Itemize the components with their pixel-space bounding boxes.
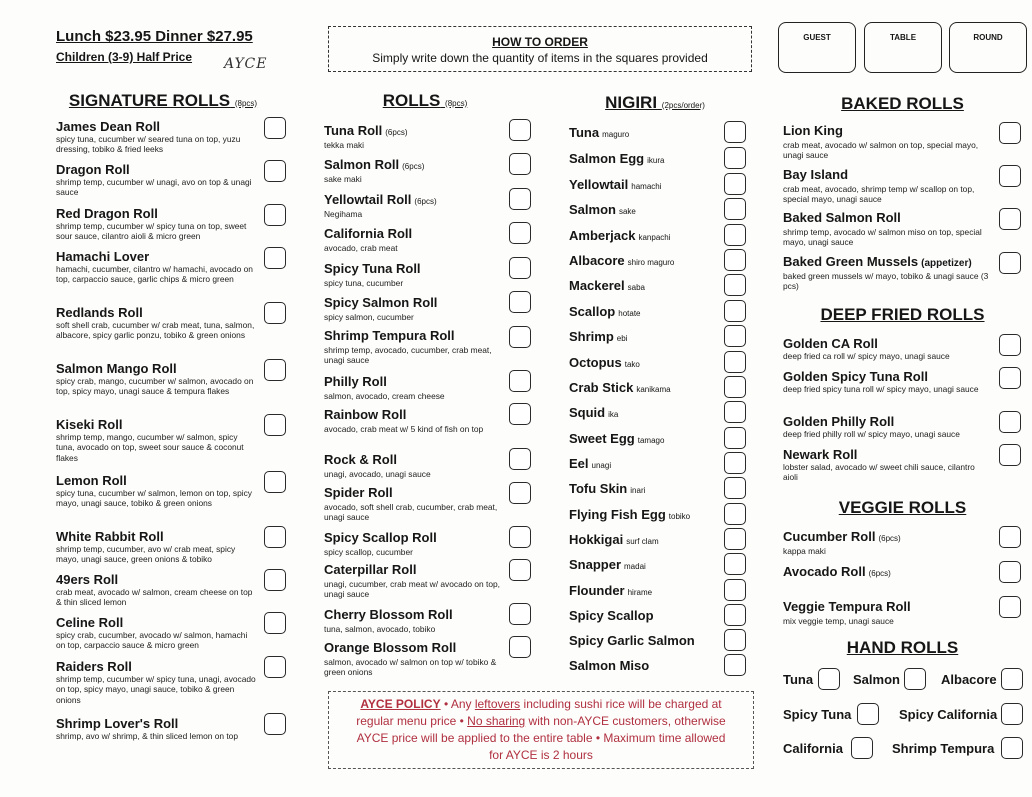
item-name: Dragon Roll (56, 162, 130, 177)
quantity-box[interactable] (999, 208, 1021, 230)
signature-rolls-title: SIGNATURE ROLLS (8pcs) (68, 91, 258, 110)
quantity-box[interactable] (509, 119, 531, 141)
quantity-box[interactable] (724, 503, 746, 525)
list-item: Salmon (853, 672, 900, 687)
list-item: Flounder hirame (569, 583, 653, 598)
quantity-box[interactable] (724, 351, 746, 373)
list-item (783, 599, 988, 626)
quantity-box[interactable] (1001, 668, 1023, 690)
quantity-box[interactable] (999, 561, 1021, 583)
item-desc: mix veggie temp, unagi sauce (783, 616, 894, 626)
list-item (783, 167, 983, 205)
item-name: Red Dragon Roll (56, 206, 158, 221)
item-desc: hamachi, cucumber, cilantro w/ hamachi, avocado on top, carpaccio sauce, garlic chips & micro green (56, 264, 253, 285)
list-item: Scallop hotate (569, 304, 641, 319)
item-desc: avocado, crab meat w/ 5 kind of fish on top (324, 424, 484, 434)
list-item: Albacore shiro maguro (569, 253, 675, 268)
item-desc: spicy tuna, cucumber (324, 278, 404, 288)
quantity-box[interactable] (724, 300, 746, 322)
quantity-box[interactable] (509, 403, 531, 425)
quantity-box[interactable] (724, 629, 746, 651)
list-item (324, 328, 500, 366)
quantity-box[interactable] (818, 668, 840, 690)
price-line: Lunch $23.95 Dinner $27.95 (56, 28, 253, 45)
quantity-box[interactable] (509, 326, 531, 348)
item-name: Cucumber Roll (6pcs) (783, 529, 901, 544)
item-desc: unagi, avocado, unagi sauce (324, 469, 431, 479)
item-name: Spider Roll (324, 485, 393, 500)
item-desc: shrimp temp, avocado, cucumber, crab meat, unagi sauce (324, 345, 492, 366)
item-desc: shrimp temp, cucumber w/ unagi, avo on top & unagi sauce (56, 177, 252, 198)
item-desc: baked green mussels w/ mayo, tobiko & unagi sauce (3 pcs) (783, 271, 989, 292)
list-item (324, 485, 500, 523)
item-desc: shrimp temp, cucumber, avo w/ crab meat, spicy mayo, unagi sauce, green onions & tobiko (56, 544, 236, 565)
item-desc: tekka maki (324, 140, 365, 150)
quantity-box[interactable] (509, 257, 531, 279)
item-name: Veggie Tempura Roll (783, 599, 911, 614)
item-desc: deep fried ca roll w/ spicy mayo, unagi sauce (783, 351, 950, 361)
item-name: Philly Roll (324, 374, 387, 389)
item-name: Orange Blossom Roll (324, 640, 457, 655)
quantity-box[interactable] (264, 359, 286, 381)
list-item: Snapper madai (569, 557, 646, 572)
quantity-box[interactable] (724, 274, 746, 296)
item-desc: crab meat, avocado w/ salmon on top, special mayo, unagi sauce (783, 140, 979, 161)
item-name: Cherry Blossom Roll (324, 607, 453, 622)
quantity-box[interactable] (724, 477, 746, 499)
rolls-title: ROLLS (8pcs) (382, 91, 468, 110)
item-desc: kappa maki (783, 546, 826, 556)
quantity-box[interactable] (724, 173, 746, 195)
list-item (324, 226, 500, 253)
item-name: Spicy Tuna Roll (324, 261, 421, 276)
list-item: Tofu Skin inari (569, 481, 646, 496)
quantity-box[interactable] (999, 526, 1021, 548)
item-desc: spicy crab, mango, cucumber w/ salmon, avocado on top, spicy mayo, unagi sauce & tempura flakes (56, 376, 254, 397)
item-name: Hamachi Lover (56, 249, 150, 264)
list-item (783, 254, 993, 292)
quantity-box[interactable] (724, 249, 746, 271)
quantity-box[interactable] (724, 604, 746, 626)
list-item (324, 640, 500, 678)
item-desc: deep fried spicy tuna roll w/ spicy mayo, unagi sauce (783, 384, 979, 394)
quantity-box[interactable] (264, 160, 286, 182)
list-item: Shrimp ebi (569, 329, 628, 344)
item-name: Lion King (783, 123, 843, 138)
policy-title: AYCE POLICY (360, 697, 441, 711)
quantity-box[interactable] (509, 448, 531, 470)
quantity-box[interactable] (999, 596, 1021, 618)
quantity-box[interactable] (724, 198, 746, 220)
ayce-logo: AYCE (224, 56, 268, 72)
quantity-box[interactable] (724, 325, 746, 347)
quantity-box[interactable] (509, 291, 531, 313)
item-desc: crab meat, avocado w/ salmon, cream cheese on top & thin sliced lemon (56, 587, 253, 608)
item-name: Salmon Roll (6pcs) (324, 157, 425, 172)
list-item: Flying Fish Egg tobiko (569, 507, 691, 522)
quantity-box[interactable] (999, 122, 1021, 144)
item-desc: shrimp, avo w/ shrimp, & thin sliced lemon on top (56, 731, 239, 741)
policy-line-1: AYCE POLICY • Any leftovers including sushi rice will be charged at (360, 697, 722, 711)
item-desc: shrimp temp, avocado w/ salmon miso on top, special mayo, unagi sauce (783, 227, 982, 248)
list-item: Yellowtail hamachi (569, 177, 662, 192)
item-name: Redlands Roll (56, 305, 143, 320)
item-name: James Dean Roll (56, 119, 161, 134)
quantity-box[interactable] (509, 222, 531, 244)
item-name: Tuna Roll (6pcs) (324, 123, 408, 138)
list-item (56, 659, 256, 705)
quantity-box[interactable] (264, 414, 286, 436)
item-name: Caterpillar Roll (324, 562, 417, 577)
list-item (56, 473, 256, 509)
quantity-box[interactable] (509, 603, 531, 625)
quantity-box[interactable] (509, 526, 531, 548)
guest-field[interactable]: GUEST (778, 22, 856, 73)
item-desc: unagi, cucumber, crab meat w/ avocado on top, unagi sauce (324, 579, 500, 600)
list-item (56, 615, 256, 651)
veggie-rolls-title: VEGGIE ROLLS (838, 498, 967, 517)
list-item (783, 210, 983, 248)
list-item: Salmon sake (569, 202, 636, 217)
list-item (324, 157, 500, 184)
list-item: Spicy Garlic Salmon (569, 633, 695, 648)
item-name: Newark Roll (783, 447, 858, 462)
round-field[interactable]: ROUND (949, 22, 1027, 73)
item-desc: spicy salmon, cucumber (324, 312, 414, 322)
quantity-box[interactable] (724, 654, 746, 676)
item-desc: shrimp temp, mango, cucumber w/ salmon, spicy tuna, avocado on top, sweet sour sauce & coconut flakes (56, 432, 244, 463)
item-desc: lobster salad, avocado w/ sweet chili sauce, cilantro aioli (783, 462, 975, 483)
item-desc: shrimp temp, cucumber w/ spicy tuna, unagi, avocado on top, spicy mayo, unagi sauce, tobiko & green onions (56, 674, 256, 705)
item-name: Celine Roll (56, 615, 124, 630)
quantity-box[interactable] (857, 703, 879, 725)
item-name: Kiseki Roll (56, 417, 123, 432)
list-item: Salmon Egg ikura (569, 151, 665, 166)
list-item (324, 452, 500, 479)
item-desc: spicy tuna, cucumber w/ salmon, lemon on top, spicy mayo, unagi sauce, tobiko & green onions (56, 488, 252, 509)
item-name: Spicy Salmon Roll (324, 295, 438, 310)
list-item (783, 369, 988, 394)
list-item: Hokkigai surf clam (569, 532, 659, 547)
item-name: Yellowtail Roll (6pcs) (324, 192, 437, 207)
quantity-box[interactable] (264, 526, 286, 548)
quantity-box[interactable] (724, 452, 746, 474)
list-item (783, 529, 988, 556)
list-item (783, 447, 988, 483)
list-item (324, 530, 500, 557)
quantity-box[interactable] (264, 471, 286, 493)
quantity-box[interactable] (1001, 703, 1023, 725)
list-item (324, 123, 500, 150)
table-field[interactable]: TABLE (864, 22, 942, 73)
item-name: Salmon Mango Roll (56, 361, 177, 376)
item-desc: crab meat, avocado, shrimp temp w/ scallop on top, special mayo, unagi sauce (783, 184, 975, 205)
list-item (324, 607, 500, 634)
quantity-box[interactable] (264, 713, 286, 735)
list-item (324, 407, 500, 434)
quantity-box[interactable] (999, 411, 1021, 433)
item-name: Rock & Roll (324, 452, 397, 467)
children-price: Children (3-9) Half Price (56, 50, 193, 64)
list-item: Tuna (783, 672, 814, 687)
list-item: Mackerel saba (569, 278, 646, 293)
quantity-box[interactable] (724, 224, 746, 246)
quantity-box[interactable] (264, 612, 286, 634)
quantity-box[interactable] (999, 334, 1021, 356)
list-item (56, 162, 256, 198)
item-name: Raiders Roll (56, 659, 132, 674)
list-item (324, 562, 500, 600)
quantity-box[interactable] (724, 401, 746, 423)
list-item (783, 336, 988, 361)
list-item: Sweet Egg tamago (569, 431, 665, 446)
hand-rolls-title: HAND ROLLS (846, 638, 959, 657)
item-name: Golden Spicy Tuna Roll (783, 369, 928, 384)
baked-rolls-title: BAKED ROLLS (841, 94, 964, 113)
list-item: Spicy Tuna (783, 707, 852, 722)
how-to-order-title: HOW TO ORDER (492, 35, 588, 49)
item-desc: tuna, salmon, avocado, tobiko (324, 624, 436, 634)
list-item: Crab Stick kanikama (569, 380, 671, 395)
item-name: Lemon Roll (56, 473, 127, 488)
item-desc: spicy tuna, cucumber w/ seared tuna on top, yuzu dressing, tobiko & fried leeks (56, 134, 241, 155)
list-item (56, 529, 256, 565)
list-item: Albacore (941, 672, 997, 687)
item-desc: sake maki (324, 174, 362, 184)
item-desc: avocado, crab meat (324, 243, 398, 253)
item-name: 49ers Roll (56, 572, 119, 587)
list-item (324, 374, 500, 401)
quantity-box[interactable] (724, 553, 746, 575)
list-item (56, 716, 256, 741)
quantity-box[interactable] (724, 376, 746, 398)
list-item (56, 361, 256, 397)
quantity-box[interactable] (509, 482, 531, 504)
policy-line-2: regular menu price • No sharing with non-AYCE customers, otherwise (356, 714, 726, 728)
list-item: Octopus tako (569, 355, 640, 370)
item-desc: soft shell crab, cucumber w/ crab meat, tuna, salmon, albacore, spicy garlic ponzu, tobiko & green onions (56, 320, 255, 341)
item-desc: avocado, soft shell crab, cucumber, crab meat, unagi sauce (324, 502, 498, 523)
list-item (783, 564, 988, 581)
item-name: White Rabbit Roll (56, 529, 164, 544)
quantity-box[interactable] (999, 165, 1021, 187)
quantity-box[interactable] (509, 370, 531, 392)
quantity-box[interactable] (1001, 737, 1023, 759)
list-item (56, 572, 256, 608)
quantity-box[interactable] (999, 252, 1021, 274)
how-to-order-box (328, 26, 752, 72)
item-name: Shrimp Lover's Roll (56, 716, 179, 731)
list-item: Salmon Miso (569, 658, 650, 673)
item-name: Golden CA Roll (783, 336, 878, 351)
quantity-box[interactable] (264, 569, 286, 591)
list-item: Squid ika (569, 405, 619, 420)
quantity-box[interactable] (509, 188, 531, 210)
quantity-box[interactable] (509, 153, 531, 175)
list-item: Eel unagi (569, 456, 612, 471)
how-to-order-text: Simply write down the quantity of items in the squares provided (372, 51, 708, 65)
quantity-box[interactable] (509, 636, 531, 658)
item-desc: Negihama (324, 209, 363, 219)
list-item: Shrimp Tempura (892, 741, 995, 756)
list-item (56, 119, 256, 155)
list-item: Spicy Scallop (569, 608, 654, 623)
ayce-policy-box (328, 691, 754, 769)
quantity-box[interactable] (724, 147, 746, 169)
list-item (56, 249, 256, 285)
list-item: Spicy California (899, 707, 998, 722)
list-item (56, 206, 256, 242)
quantity-box[interactable] (904, 668, 926, 690)
item-desc: spicy crab, cucumber, avocado w/ salmon, hamachi on top, carpaccio sauce & micro green (56, 630, 248, 651)
item-name: Spicy Scallop Roll (324, 530, 437, 545)
quantity-box[interactable] (999, 367, 1021, 389)
list-item: Tuna maguro (569, 125, 630, 140)
list-item: Amberjack kanpachi (569, 228, 671, 243)
item-name: Shrimp Tempura Roll (324, 328, 455, 343)
item-name: Golden Philly Roll (783, 414, 895, 429)
quantity-box[interactable] (724, 427, 746, 449)
quantity-box[interactable] (724, 579, 746, 601)
policy-line-3: AYCE price will be applied to the entire table • Maximum time allowed (356, 731, 726, 745)
item-desc: deep fried philly roll w/ spicy mayo, unagi sauce (783, 429, 960, 439)
item-desc: shrimp temp, cucumber w/ spicy tuna on top, sweet sour sauce, cilantro aioli & micro green (56, 221, 247, 242)
quantity-box[interactable] (999, 444, 1021, 466)
quantity-box[interactable] (264, 656, 286, 678)
quantity-box[interactable] (724, 528, 746, 550)
item-name: California Roll (324, 226, 413, 241)
quantity-box[interactable] (264, 302, 286, 324)
item-desc: spicy scallop, cucumber (324, 547, 413, 557)
policy-line-4: for AYCE is 2 hours (489, 748, 593, 762)
nigiri-title: NIGIRI (2pcs/order) (605, 93, 705, 112)
item-name: Baked Green Mussels (appetizer) (783, 254, 972, 269)
quantity-box[interactable] (509, 559, 531, 581)
item-name: Bay Island (783, 167, 849, 182)
list-item (783, 414, 988, 439)
item-name: Rainbow Roll (324, 407, 407, 422)
quantity-box[interactable] (264, 247, 286, 269)
list-item: California (783, 741, 843, 756)
item-desc: salmon, avocado w/ salmon on top w/ tobiko & green onions (324, 657, 497, 678)
quantity-box[interactable] (724, 121, 746, 143)
list-item (324, 295, 500, 322)
item-name: Avocado Roll (6pcs) (783, 564, 891, 579)
quantity-box[interactable] (264, 117, 286, 139)
quantity-box[interactable] (264, 204, 286, 226)
list-item (56, 305, 256, 341)
list-item (324, 261, 500, 288)
item-name: Baked Salmon Roll (783, 210, 901, 225)
item-desc: salmon, avocado, cream cheese (324, 391, 445, 401)
quantity-box[interactable] (851, 737, 873, 759)
list-item (324, 192, 500, 219)
list-item (56, 417, 256, 463)
list-item (783, 123, 983, 161)
deep-fried-rolls-title: DEEP FRIED ROLLS (820, 305, 985, 324)
